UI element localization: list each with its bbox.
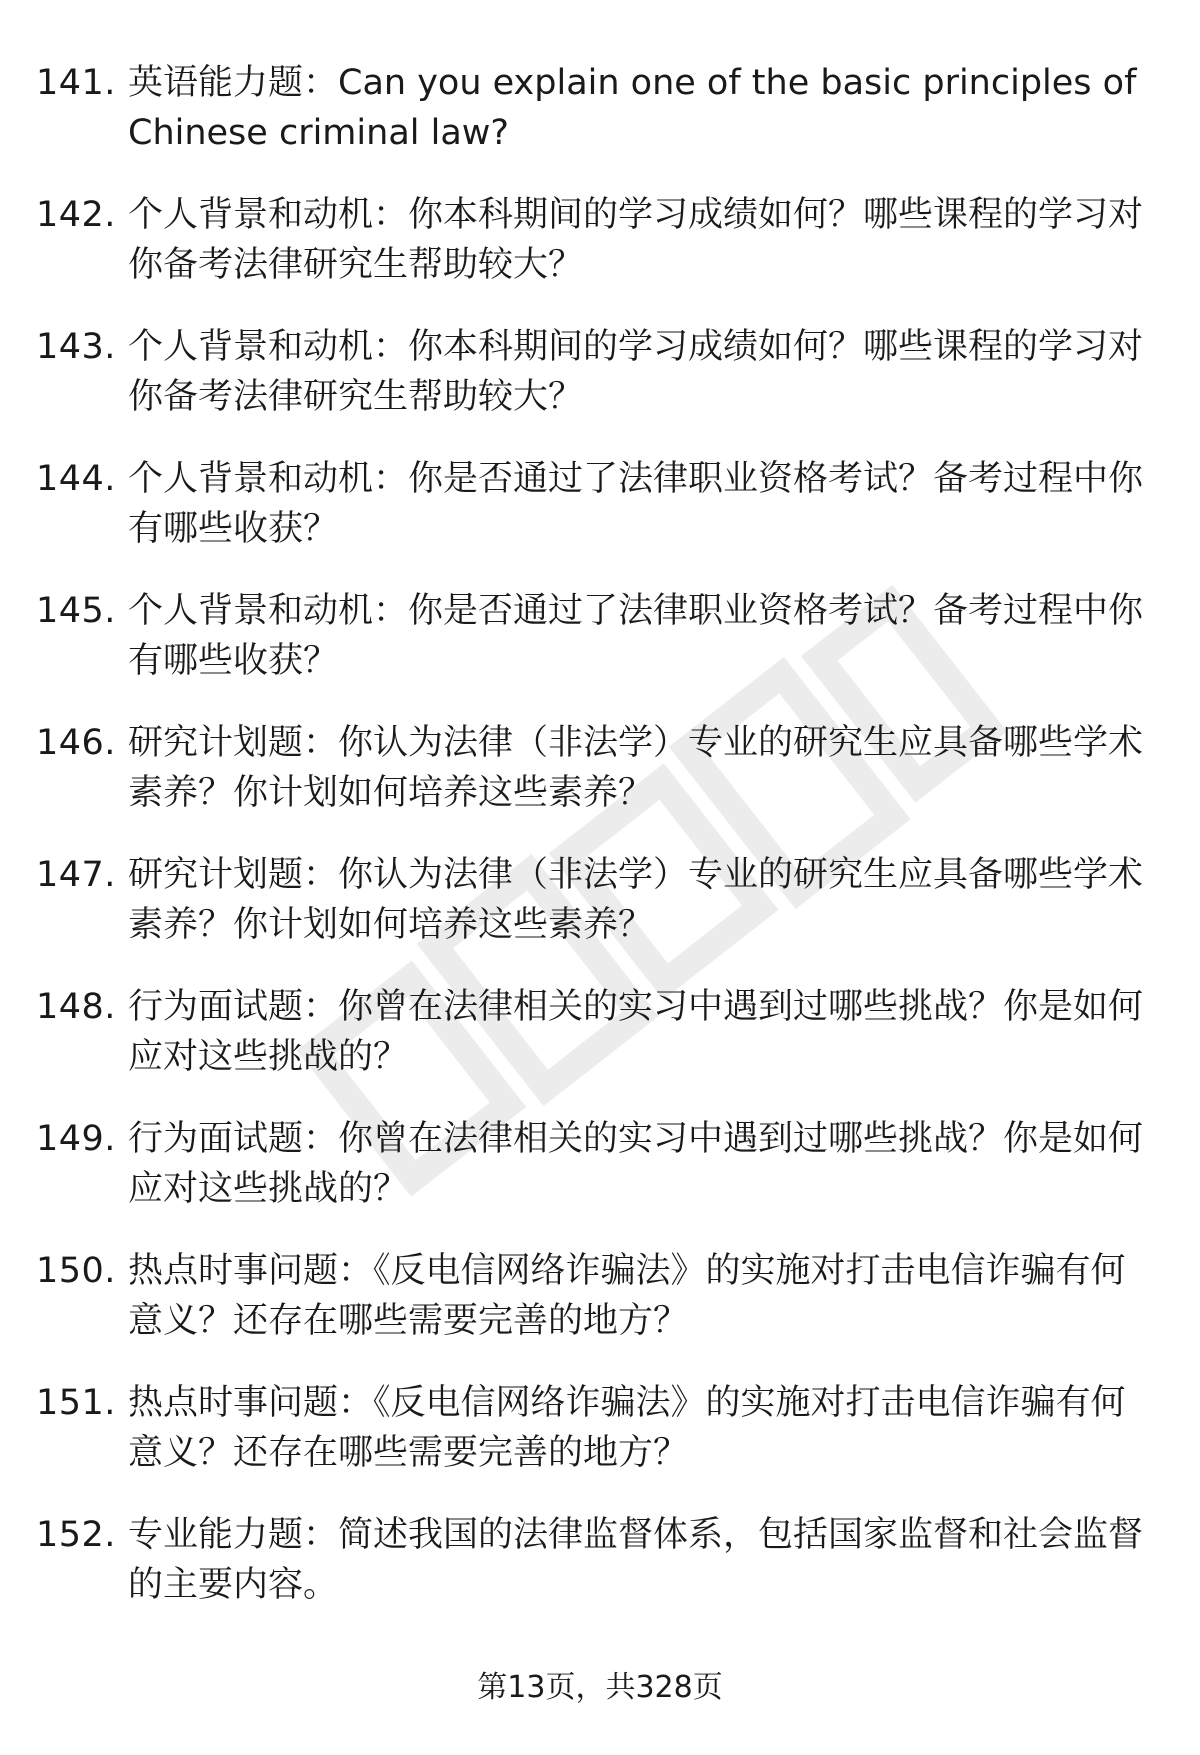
- question-number: 141.: [36, 63, 116, 103]
- question-text: 个人背景和动机：你是否通过了法律职业资格考试？备考过程中你有哪些收获？: [128, 591, 1144, 681]
- question-item: [36, 586, 1146, 718]
- question-item: [36, 322, 1146, 454]
- question-text: 热点时事问题：《反电信网络诈骗法》的实施对打击电信诈骗有何意义？还存在哪些需要完善的地方？: [128, 1383, 1126, 1473]
- question-item: [36, 190, 1146, 322]
- question-item: [36, 718, 1146, 850]
- question-number: 149.: [36, 1119, 116, 1159]
- question-item: [36, 1246, 1146, 1378]
- question-number: 142.: [36, 195, 116, 235]
- question-number: 150.: [36, 1251, 116, 1291]
- question-item: [36, 454, 1146, 586]
- question-text: 热点时事问题：《反电信网络诈骗法》的实施对打击电信诈骗有何意义？还存在哪些需要完善的地方？: [128, 1251, 1126, 1341]
- question-item: [36, 1114, 1146, 1246]
- question-number: 152.: [36, 1515, 116, 1555]
- page-footer: 第13页，共328页: [477, 1670, 723, 1705]
- question-item: [36, 1378, 1146, 1510]
- question-list: [36, 58, 1146, 1642]
- question-item: [36, 850, 1146, 982]
- question-item: [36, 58, 1146, 190]
- question-number: 146.: [36, 723, 116, 763]
- question-item: [36, 1510, 1146, 1642]
- question-text: 行为面试题：你曾在法律相关的实习中遇到过哪些挑战？你是如何应对这些挑战的？: [128, 1119, 1144, 1209]
- question-text: 个人背景和动机：你是否通过了法律职业资格考试？备考过程中你有哪些收获？: [128, 459, 1144, 549]
- question-text: 英语能力题：Can you explain one of the basic principles of Chinese criminal law?: [128, 63, 1137, 153]
- question-number: 151.: [36, 1383, 116, 1423]
- question-text: 个人背景和动机：你本科期间的学习成绩如何？哪些课程的学习对你备考法律研究生帮助较大？: [128, 195, 1144, 285]
- question-item: [36, 982, 1146, 1114]
- question-text: 专业能力题：简述我国的法律监督体系，包括国家监督和社会监督的主要内容。: [128, 1515, 1144, 1605]
- question-number: 145.: [36, 591, 116, 631]
- question-text: 研究计划题：你认为法律（非法学）专业的研究生应具备哪些学术素养？你计划如何培养这些素养？: [128, 855, 1144, 945]
- question-number: 147.: [36, 855, 116, 895]
- question-text: 个人背景和动机：你本科期间的学习成绩如何？哪些课程的学习对你备考法律研究生帮助较大？: [128, 327, 1144, 417]
- question-text: 行为面试题：你曾在法律相关的实习中遇到过哪些挑战？你是如何应对这些挑战的？: [128, 987, 1144, 1077]
- question-text: 研究计划题：你认为法律（非法学）专业的研究生应具备哪些学术素养？你计划如何培养这些素养？: [128, 723, 1144, 813]
- question-number: 148.: [36, 987, 116, 1027]
- question-number: 144.: [36, 459, 116, 499]
- question-number: 143.: [36, 327, 116, 367]
